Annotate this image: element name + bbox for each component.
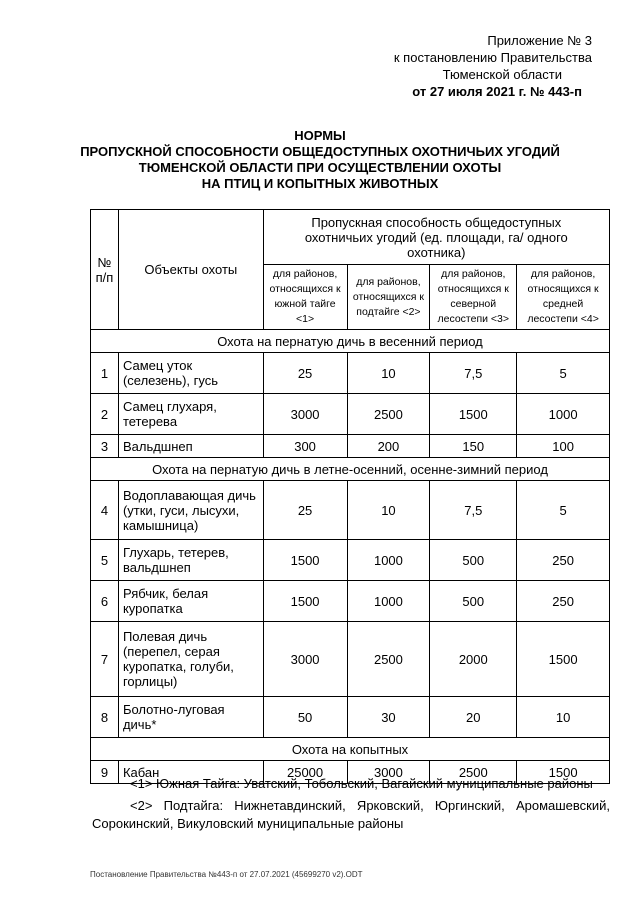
row-value: 25000 [263, 761, 347, 784]
row-value: 100 [517, 435, 610, 458]
row-value: 10 [347, 481, 430, 540]
row-value: 7,5 [430, 481, 517, 540]
table-row [91, 394, 610, 435]
document-title [60, 128, 580, 192]
row-object-name: Самец уток (селезень), гусь [118, 353, 263, 394]
row-value: 7,5 [430, 353, 517, 394]
table-row [91, 622, 610, 697]
section-row [91, 738, 610, 761]
section-title: Охота на копытных [91, 738, 610, 761]
row-value: 3000 [263, 622, 347, 697]
table-row [91, 540, 610, 581]
row-value: 150 [430, 435, 517, 458]
row-value: 25 [263, 353, 347, 394]
table-row [91, 697, 610, 738]
row-value: 10 [517, 697, 610, 738]
footnote-1: <1> Южная Тайга: Уватский, Тобольский, Вагайский муниципальные районы [130, 776, 593, 791]
header-zone-subtaiga: для районов, относящихся к подтайге <2> [347, 265, 430, 330]
row-value: 10 [347, 353, 430, 394]
row-value: 5 [517, 353, 610, 394]
footnote-2: <2> Подтайга: Нижнетавдинский, Ярковский, Юргинский, Аромашевский, Сорокинский, Викуловский муниципальные районы [92, 798, 610, 831]
row-value: 25 [263, 481, 347, 540]
row-number: 8 [91, 697, 119, 738]
appendix-date: от 27 июля 2021 г. № 443-п [412, 84, 582, 99]
footnotes [92, 775, 610, 837]
row-object-name: Самец глухаря, тетерева [118, 394, 263, 435]
row-number: 5 [91, 540, 119, 581]
row-object-name: Болотно-луговая дичь* [118, 697, 263, 738]
table-header-row [91, 210, 610, 265]
document-footer: Постановление Правительства №443-п от 27.07.2021 (45699270 v2).ODT [90, 870, 363, 879]
row-value: 1500 [517, 761, 610, 784]
row-value: 500 [430, 540, 517, 581]
row-object-name: Кабан [118, 761, 263, 784]
appendix-region: Тюменской области [442, 67, 562, 82]
table-row [91, 481, 610, 540]
title-line-2: ПРОПУСКНОЙ СПОСОБНОСТИ ОБЩЕДОСТУПНЫХ ОХОТНИЧЬИХ УГОДИЙ [80, 144, 560, 159]
row-value: 2000 [430, 622, 517, 697]
row-value: 1000 [517, 394, 610, 435]
row-number: 2 [91, 394, 119, 435]
section-title: Охота на пернатую дичь в весенний период [91, 330, 610, 353]
appendix-resolution: к постановлению Правительства [393, 50, 592, 65]
row-value: 30 [347, 697, 430, 738]
row-object-name: Рябчик, белая куропатка [118, 581, 263, 622]
row-value: 20 [430, 697, 517, 738]
row-value: 2500 [347, 622, 430, 697]
section-row [91, 330, 610, 353]
section-title: Охота на пернатую дичь в летне-осенний, осенне-зимний период [91, 458, 610, 481]
row-number: 1 [91, 353, 119, 394]
row-value: 1000 [347, 540, 430, 581]
title-line-1: НОРМЫ [294, 128, 346, 143]
row-object-name: Вальдшнеп [118, 435, 263, 458]
section-row [91, 458, 610, 481]
appendix-header [332, 32, 592, 100]
appendix-number: Приложение № 3 [487, 33, 592, 48]
header-zone-north-forest-steppe: для районов, относящихся к северной лесостепи <3> [430, 265, 517, 330]
row-number: 4 [91, 481, 119, 540]
row-number: 7 [91, 622, 119, 697]
row-number: 6 [91, 581, 119, 622]
row-number: 9 [91, 761, 119, 784]
row-value: 2500 [347, 394, 430, 435]
row-value: 5 [517, 481, 610, 540]
row-value: 2500 [430, 761, 517, 784]
row-value: 250 [517, 540, 610, 581]
table-row [91, 581, 610, 622]
row-value: 300 [263, 435, 347, 458]
row-object-name: Глухарь, тетерев, вальдшнеп [118, 540, 263, 581]
row-object-name: Водоплавающая дичь (утки, гуси, лысухи, камышница) [118, 481, 263, 540]
row-value: 3000 [347, 761, 430, 784]
row-value: 500 [430, 581, 517, 622]
row-number: 3 [91, 435, 119, 458]
row-value: 250 [517, 581, 610, 622]
row-object-name: Полевая дичь (перепел, серая куропатка, голуби, горлицы) [118, 622, 263, 697]
header-zone-south-taiga: для районов, относящихся к южной тайге <1> [263, 265, 347, 330]
row-value: 3000 [263, 394, 347, 435]
table-row [91, 353, 610, 394]
row-value: 200 [347, 435, 430, 458]
title-line-3: ТЮМЕНСКОЙ ОБЛАСТИ ПРИ ОСУЩЕСТВЛЕНИИ ОХОТЫ [138, 160, 502, 175]
header-objects: Объекты охоты [118, 210, 263, 330]
norms-table [90, 209, 610, 784]
row-value: 50 [263, 697, 347, 738]
header-num: № п/п [91, 210, 119, 330]
table-row [91, 435, 610, 458]
row-value: 1000 [347, 581, 430, 622]
header-zone-middle-forest-steppe: для районов, относящихся к средней лесостепи <4> [517, 265, 610, 330]
title-line-4: НА ПТИЦ И КОПЫТНЫХ ЖИВОТНЫХ [201, 176, 439, 191]
row-value: 1500 [430, 394, 517, 435]
row-value: 1500 [263, 581, 347, 622]
row-value: 1500 [263, 540, 347, 581]
header-capacity: Пропускная способность общедоступных охотничьих угодий (ед. площади, га/ одного охотника) [263, 210, 609, 265]
row-value: 1500 [517, 622, 610, 697]
